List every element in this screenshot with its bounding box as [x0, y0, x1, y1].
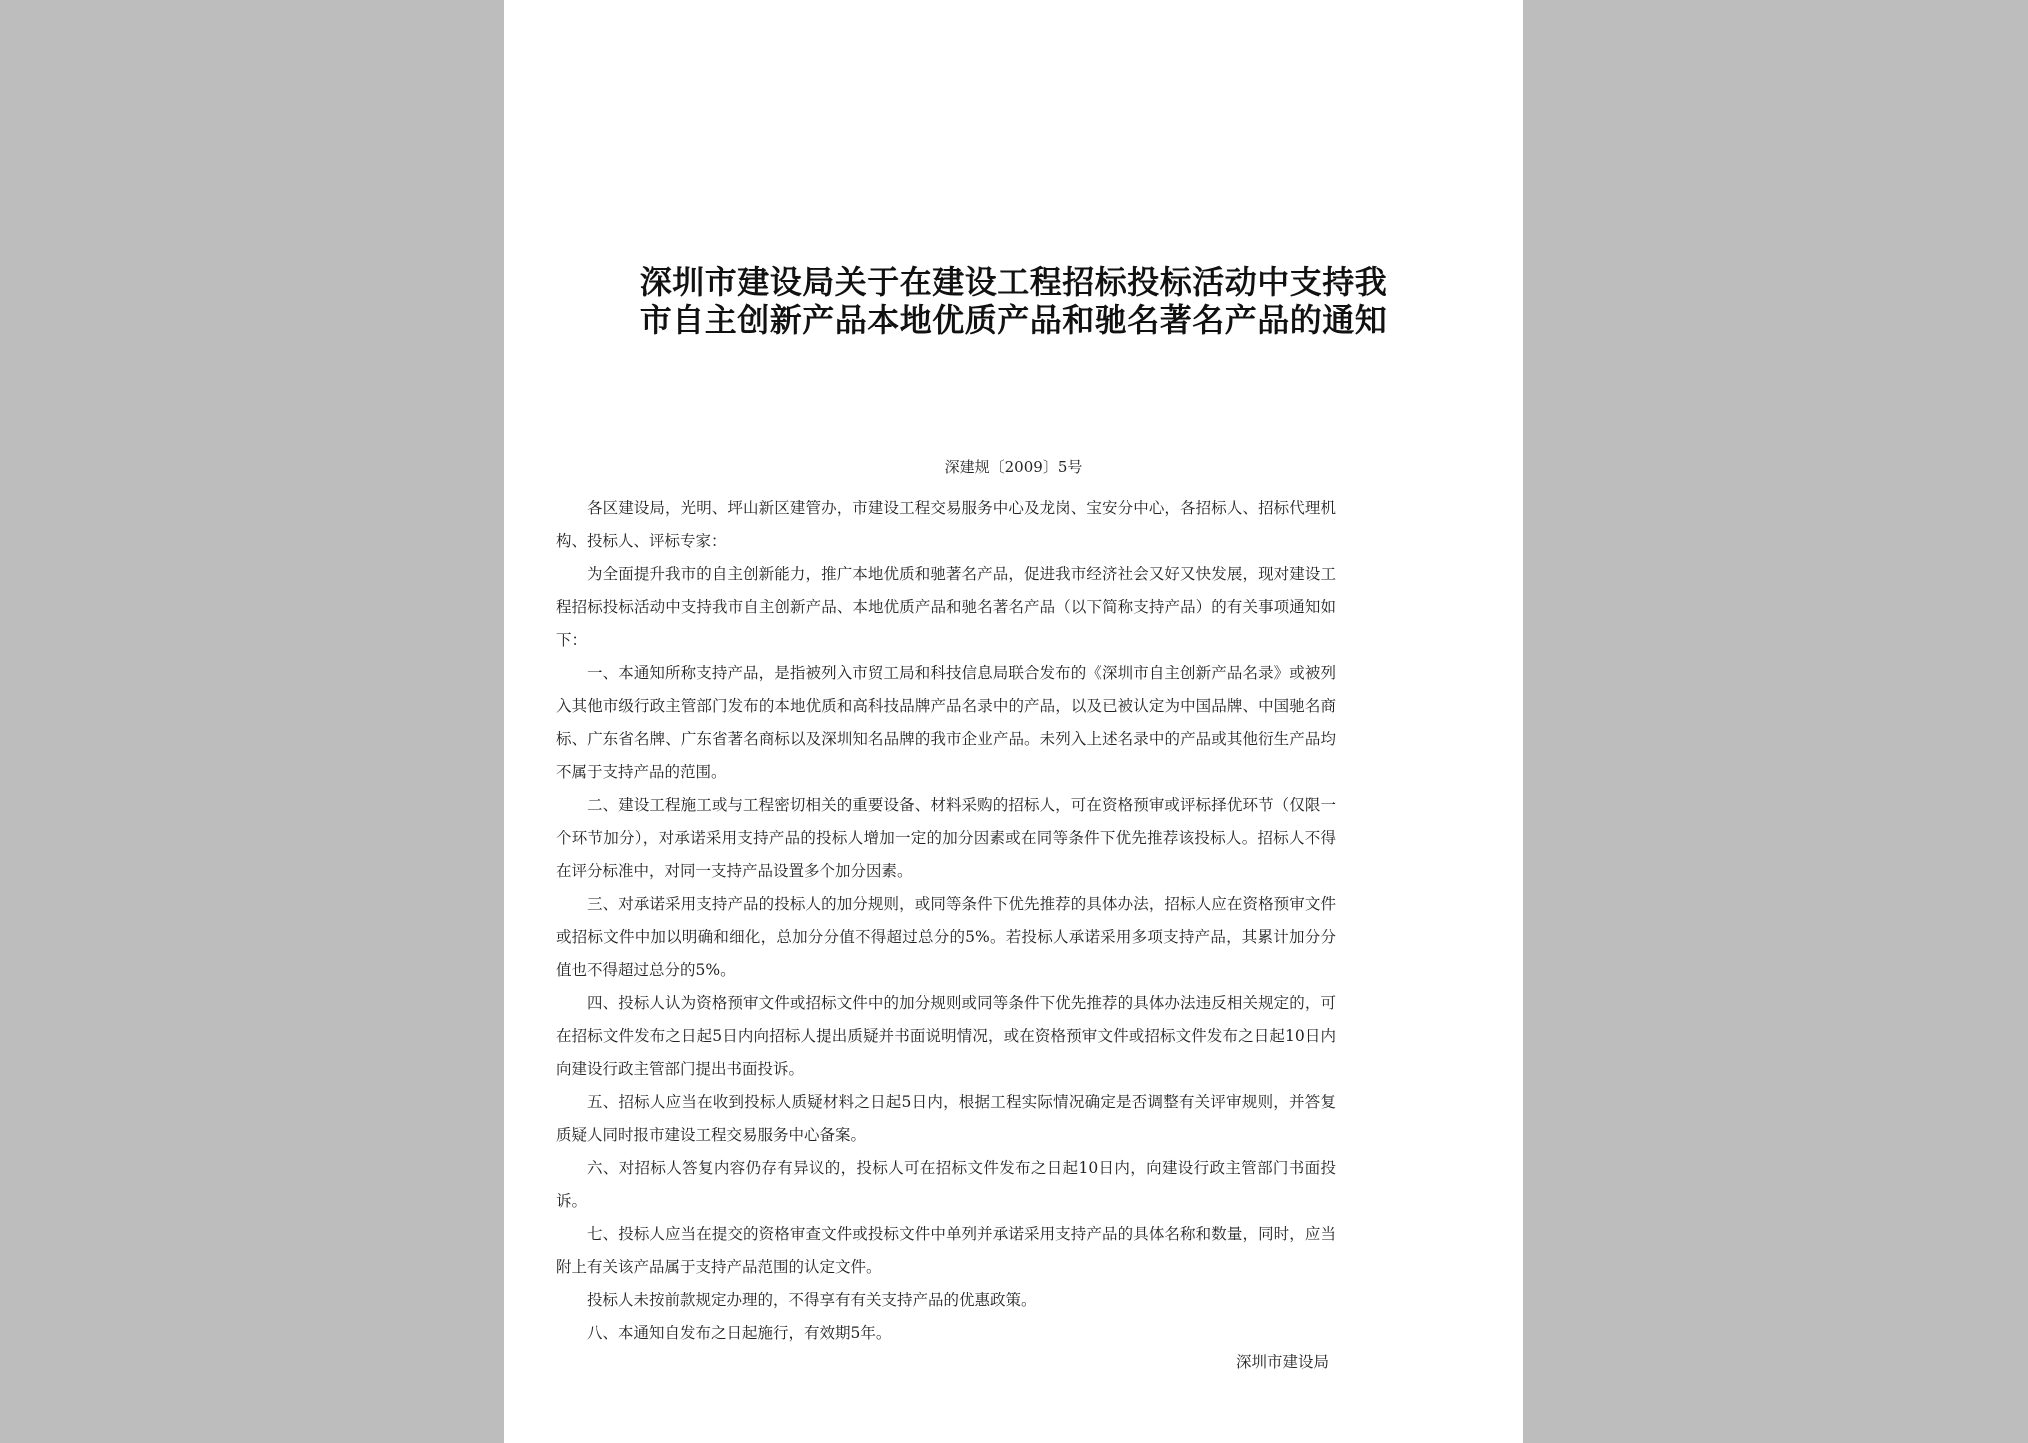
document-signer: 深圳市建设局 — [1236, 1353, 1330, 1371]
paragraph-item-1: 一、本通知所称支持产品，是指被列入市贸工局和科技信息局联合发布的《深圳市自主创新产品名录》或被列入其他市级行政主管部门发布的本地优质和高科技品牌产品名录中的产品，以及已被认定为中国品牌、中国驰名商标、广东省名牌、广东省著名商标以及深圳知名品牌的我市企业产品。未列入上述名录中的产品或其他衍生产品均不属于支持产品的范围。 — [556, 664, 1336, 781]
paragraph-item-7-note: 投标人未按前款规定办理的，不得享有有关支持产品的优惠政策。 — [587, 1291, 1037, 1309]
paragraph-item-5: 五、招标人应当在收到投标人质疑材料之日起5日内，根据工程实际情况确定是否调整有关评审规则，并答复质疑人同时报市建设工程交易服务中心备案。 — [556, 1093, 1336, 1144]
document-body — [556, 492, 1336, 1350]
paragraph-item-2: 二、建设工程施工或与工程密切相关的重要设备、材料采购的招标人，可在资格预审或评标择优环节（仅限一个环节加分），对承诺采用支持产品的投标人增加一定的加分因素或在同等条件下优先推荐该投标人。招标人不得在评分标准中，对同一支持产品设置多个加分因素。 — [556, 796, 1336, 880]
paragraph-item-7: 七、投标人应当在提交的资格审查文件或投标文件中单列并承诺采用支持产品的具体名称和数量，同时，应当附上有关该产品属于支持产品范围的认定文件。 — [556, 1225, 1336, 1276]
paragraph-addressees: 各区建设局，光明、坪山新区建管办，市建设工程交易服务中心及龙岗、宝安分中心，各招标人、招标代理机构、投标人、评标专家： — [556, 499, 1336, 550]
document-title-line2: 市自主创新产品本地优质产品和驰名著名产品的通知 — [639, 301, 1388, 339]
paragraph-item-4: 四、投标人认为资格预审文件或招标文件中的加分规则或同等条件下优先推荐的具体办法违反相关规定的，可在招标文件发布之日起5日内向招标人提出质疑并书面说明情况，或在资格预审文件或招标文件发布之日起10日内向建设行政主管部门提出书面投诉。 — [556, 994, 1336, 1078]
paragraph-item-3: 三、对承诺采用支持产品的投标人的加分规则，或同等条件下优先推荐的具体办法，招标人应在资格预审文件或招标文件中加以明确和细化，总加分分值不得超过总分的5%。若投标人承诺采用多项支持产品，其累计加分分值也不得超过总分的5%。 — [556, 895, 1336, 979]
paragraph-item-6: 六、对招标人答复内容仍存有异议的，投标人可在招标文件发布之日起10日内，向建设行政主管部门书面投诉。 — [556, 1159, 1336, 1210]
document-number: 深建规〔2009〕5号 — [944, 458, 1083, 476]
paragraph-item-8: 八、本通知自发布之日起施行，有效期5年。 — [587, 1324, 892, 1342]
document-title-line1: 深圳市建设局关于在建设工程招标投标活动中支持我 — [639, 263, 1388, 301]
paragraph-intro: 为全面提升我市的自主创新能力，推广本地优质和驰著名产品，促进我市经济社会又好又快发展，现对建设工程招标投标活动中支持我市自主创新产品、本地优质产品和驰名著名产品（以下简称支持产品）的有关事项通知如下： — [556, 565, 1336, 649]
